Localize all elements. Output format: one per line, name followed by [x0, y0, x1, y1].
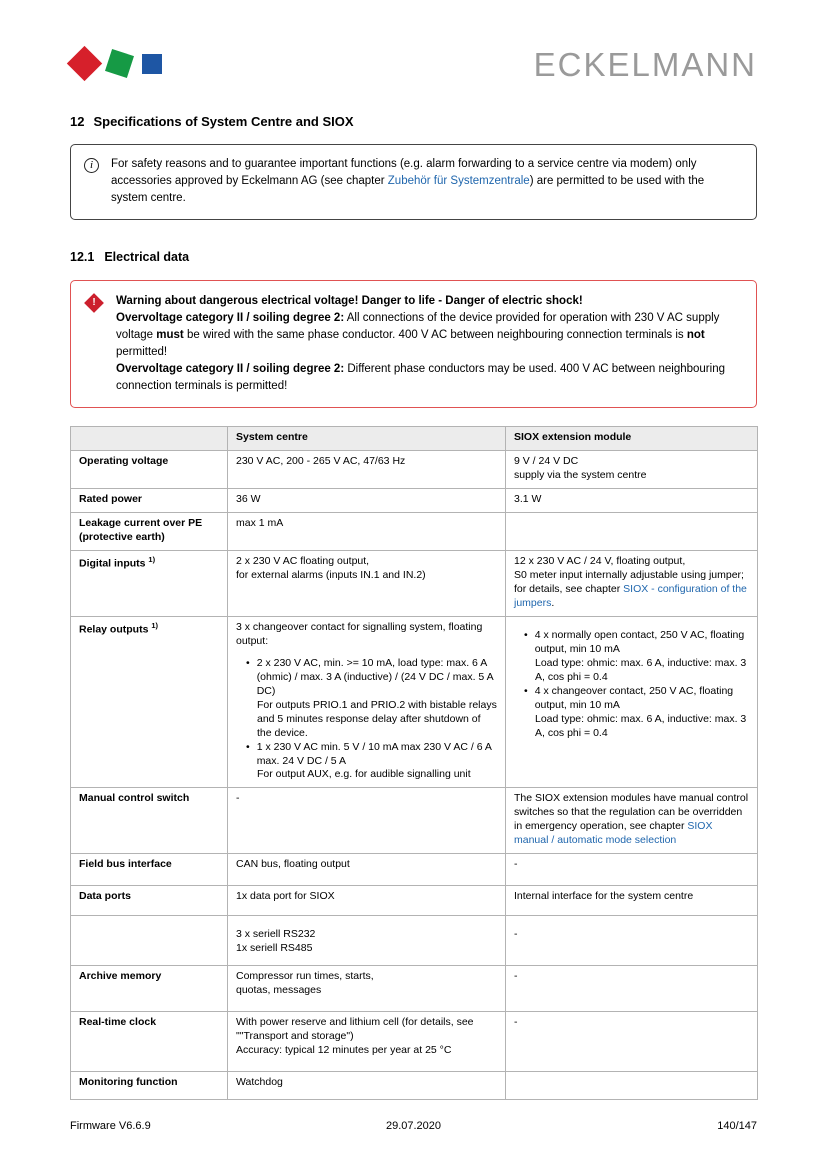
cell-siox — [506, 916, 758, 966]
bullet-item: • 2 x 230 V AC, min. >= 10 mA, load type: max. 6 A (ohmic) / max. 3 A (inductive) / (24 V DC / max. 5 A DC) — [246, 657, 497, 699]
cell-system-centre — [228, 616, 506, 787]
brand-wordmark: ECKELMANN — [533, 46, 757, 83]
bullet-list — [236, 657, 497, 783]
logo-red-diamond-icon — [67, 46, 102, 81]
cell-line: Compressor run times, starts, — [236, 970, 374, 983]
cell-siox: Internal interface for the system centre — [506, 886, 758, 916]
table-row — [71, 489, 758, 513]
cell-siox — [506, 616, 758, 787]
cell-line: S0 meter input internally adjustable using jumper; — [514, 569, 744, 582]
warning-p1-c: permitted! — [116, 345, 168, 358]
footer-firmware-version: Firmware V6.6.9 — [70, 1120, 151, 1132]
cell-line: ""Transport and storage") — [236, 1030, 354, 1043]
siox-jumpers-link[interactable]: SIOX - configuration of the jumpers — [514, 583, 747, 609]
info-link-zubehoer[interactable]: Zubehör für Systemzentrale — [387, 175, 530, 188]
table-row — [71, 886, 758, 916]
warning-line1: Warning about dangerous electrical voltage! Danger to life - Danger of electric shock! — [116, 295, 583, 308]
table-row — [71, 451, 758, 489]
header-siox-module: SIOX extension module — [506, 427, 758, 451]
row-label: Operating voltage — [71, 451, 228, 489]
section-number: 12 — [70, 114, 85, 129]
header-system-centre: System centre — [228, 427, 506, 451]
logo-green-square-icon — [105, 49, 134, 78]
cell-siox — [506, 551, 758, 617]
row-label-text: Digital inputs — [79, 557, 146, 570]
cell-system-centre: - — [228, 788, 506, 854]
cell-system-centre — [228, 966, 506, 1012]
table-header-row — [71, 427, 758, 451]
eckelmann-logo-icon — [70, 46, 170, 84]
cell-siox — [506, 1072, 758, 1100]
warning-p1-must: must — [156, 328, 184, 341]
cell-siox: - — [506, 854, 758, 886]
warning-paragraph-2 — [116, 361, 742, 395]
cell-line: for details, see chapter — [514, 583, 624, 596]
subsection-heading — [70, 250, 757, 264]
logo-blue-square-icon — [142, 54, 162, 74]
warning-p2-bold: Overvoltage category II / soiling degree 2: — [116, 362, 345, 375]
info-icon: i — [84, 158, 99, 173]
siox-manual-mode-link[interactable]: SIOX manual / automatic mode selection — [514, 820, 713, 847]
warning-p2-a: Different phase conductors may be used. 400 V AC between neighbouring connection terminals is permitted! — [116, 362, 725, 392]
cell-siox — [506, 788, 758, 854]
table-row — [71, 513, 758, 551]
cell-line: Accuracy: typical 12 minutes per year at 25 °C — [236, 1044, 452, 1057]
row-label: Real-time clock — [71, 1012, 228, 1072]
cell-line: 1x seriell RS485 — [236, 942, 313, 955]
info-text-after: ) are permitted to be used with the system centre. — [111, 175, 705, 205]
info-box — [70, 144, 757, 220]
cell-siox: 3.1 W — [506, 489, 758, 513]
row-label: Monitoring function — [71, 1072, 228, 1100]
bullet-note: For outputs PRIO.1 and PRIO.2 with bistable relays and 5 minutes response delay after shutdown of the device. — [257, 698, 497, 739]
cell-system-centre — [228, 551, 506, 617]
cell-siox: - — [506, 966, 758, 1012]
cell-system-centre: 36 W — [228, 489, 506, 513]
cell-system-centre: max 1 mA — [228, 513, 506, 551]
table-row — [71, 1012, 758, 1072]
cell-system-centre: CAN bus, floating output — [228, 854, 506, 886]
row-label — [71, 616, 228, 787]
subsection-number: 12.1 — [70, 250, 95, 265]
cell-system-centre: 230 V AC, 200 - 265 V AC, 47/63 Hz — [228, 451, 506, 489]
info-text — [111, 156, 742, 207]
table-row — [71, 551, 758, 617]
bullet-item: • 4 x changeover contact, 250 V AC, floating output, min 10 mA — [524, 685, 749, 713]
cell-line: for external alarms (inputs IN.1 and IN.2) — [236, 569, 426, 582]
cell-system-centre — [228, 916, 506, 966]
bullet-note: Load type: ohmic: max. 6 A, inductive: max. 3 A, cos phi = 0.4 — [535, 656, 747, 683]
cell-line: 2 x 230 V AC floating output, — [236, 555, 370, 568]
cell-line: quotas, messages — [236, 984, 322, 997]
warning-box — [70, 280, 757, 408]
row-label — [71, 916, 228, 966]
row-label: Data ports — [71, 886, 228, 916]
warning-paragraph-1 — [116, 310, 742, 361]
bullet-list — [514, 629, 749, 741]
warning-p1-a: All connections of the device provided for operation with 230 V AC supply voltage — [116, 311, 720, 341]
row-label — [71, 551, 228, 617]
cell-line: 3 x changeover contact for signalling system, floating output: — [236, 620, 483, 647]
cell-line: With power reserve and lithium cell (for details, see — [236, 1016, 474, 1029]
cell-system-centre: Watchdog — [228, 1072, 506, 1100]
table-row — [71, 788, 758, 854]
cell-system-centre: 1x data port for SIOX — [228, 886, 506, 916]
footnote-marker: 1) — [151, 620, 159, 630]
cell-line: 9 V / 24 V DC — [514, 455, 579, 468]
cell-line: 12 x 230 V AC / 24 V, floating output, — [514, 555, 686, 568]
cell-line: Leakage current over PE — [79, 517, 203, 530]
header-empty-cell — [71, 427, 228, 451]
cell-siox — [506, 451, 758, 489]
bullet-note: For output AUX, e.g. for audible signalling unit — [257, 768, 471, 781]
section-heading — [70, 114, 757, 129]
footer-date: 29.07.2020 — [385, 1120, 442, 1132]
row-label: Archive memory — [71, 966, 228, 1012]
row-label: Field bus interface — [71, 854, 228, 886]
warning-icon-glyph: ! — [92, 297, 96, 309]
cell-line: The SIOX extension modules have manual control switches so that the regulation can be overridden in emergency operation, see chapter — [514, 792, 749, 833]
footer-page-number: 140/147 — [717, 1120, 757, 1132]
subsection-title: Electrical data — [104, 250, 190, 265]
specifications-table — [70, 426, 758, 1100]
warning-p1-not: not — [686, 328, 705, 341]
table-row — [71, 966, 758, 1012]
row-label: Rated power — [71, 489, 228, 513]
cell-line: supply via the system centre — [514, 469, 647, 482]
table-row — [71, 916, 758, 966]
cell-text — [514, 569, 749, 611]
cell-siox: - — [506, 1012, 758, 1072]
row-label: Manual control switch — [71, 788, 228, 854]
table-row — [71, 854, 758, 886]
cell-line: - — [514, 928, 518, 941]
table-row — [71, 1072, 758, 1100]
warning-p1-bold: Overvoltage category II / soiling degree 2: — [116, 311, 345, 324]
footnote-marker: 1) — [148, 555, 156, 565]
cell-line: (protective earth) — [79, 531, 165, 544]
cell-siox — [506, 513, 758, 551]
bullet-note: Load type: ohmic: max. 6 A, inductive: max. 3 A, cos phi = 0.4 — [535, 712, 747, 739]
page-header — [0, 0, 827, 84]
row-label-text: Relay outputs — [79, 623, 149, 636]
section-title: Specifications of System Centre and SIOX — [93, 114, 354, 129]
table-row — [71, 616, 758, 787]
warning-p1-b: be wired with the same phase conductor. 400 V AC between neighbouring connection terminals is — [183, 328, 687, 341]
cell-line: 3 x seriell RS232 — [236, 928, 316, 941]
bullet-item: • 4 x normally open contact, 250 V AC, floating output, min 10 mA — [524, 629, 749, 657]
bullet-item: • 1 x 230 V AC min. 5 V / 10 mA max 230 V AC / 6 A max. 24 V DC / 5 A — [246, 741, 497, 769]
cell-line: . — [551, 596, 555, 609]
cell-system-centre — [228, 1012, 506, 1072]
warning-icon — [84, 293, 104, 313]
row-label — [71, 513, 228, 551]
info-text-before: For safety reasons and to guarantee important functions (e.g. alarm forwarding to a service centre via modem) only accessories approved by Eckelmann AG (see chapter — [111, 158, 697, 188]
warning-text — [116, 293, 742, 394]
